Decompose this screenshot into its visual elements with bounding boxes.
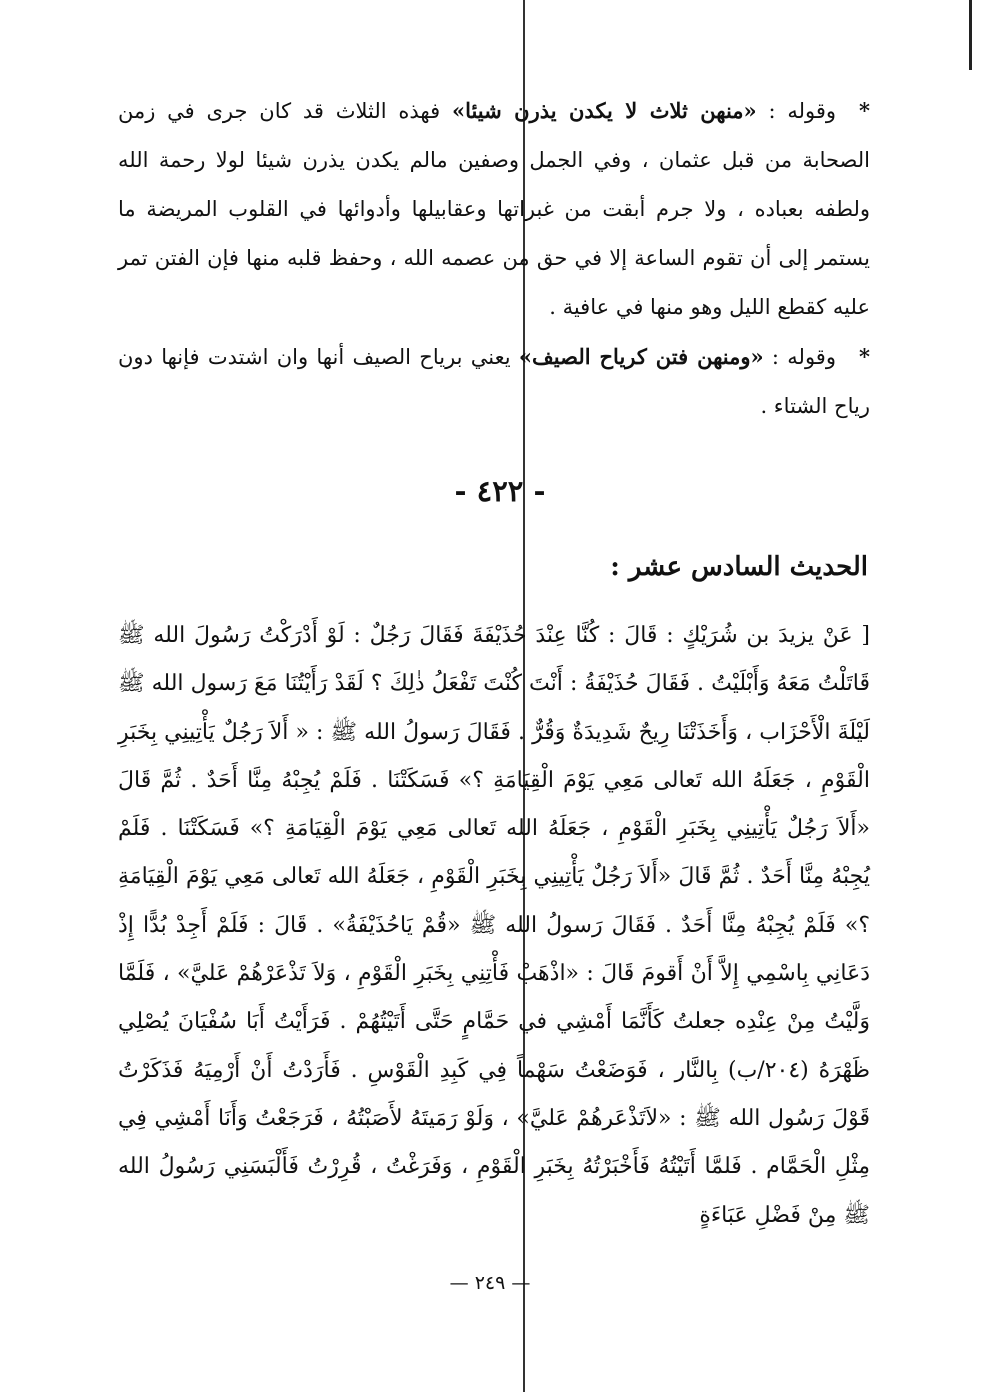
hadith-body: [ عَنْ يزيدَ بن شُرَيْكٍ : قَالَ : كُنَّا عِنْدَ حُذَيْفَةَ فَقَالَ رَجُلٌ : لَوْ أَدْرَكْتُ رَسُولَ الله ﷺ قَاتَلْتُ مَعَهُ وَأَبْلَيْتُ . فَقَالَ حُذَيْفَةُ : أَنْتَ كُنْتَ تَفْعَلُ ذٰلِكَ ؟ لَقَدْ رَأَيْتُنَا مَعَ رَسول الله ﷺ لَيْلَةَ الْأَحْزَاب ، وَأَخَذَتْنَا رِيحٌ شَدِيدَةٌ وَقُرٌّ . فَقَالَ رَسولُ الله ﷺ : « أَلاَ رَجُلٌ يَأْتِينِي بِخَبَرِ الْقَوْمِ ، جَعَلَهُ الله تَعالى مَعِي يَوْمَ الْقِيَامَةِ ؟» فَسَكَتْنَا . فَلَمْ يُجِبْهُ مِنَّا أَحَدٌ . ثُمَّ قَالَ «أَلاَ رَجُلٌ يَأْتِينِي بِخَبَرِ الْقَوْمِ ، جَعَلَهُ الله تَعالى مَعِي يَوْمَ الْقِيَامَةِ ؟» فَسَكَتْنَا . فَلَمْ يُجِبْهُ مِنَّا أَحَدٌ . ثُمَّ قَالَ «أَلاَ رَجُلٌ يَأْتِينِي بِخَبَرِ الْقَوْمِ ، جَعَلَهُ الله تَعالى مَعِي يَوْمَ الْقِيَامَةِ ؟» فَلَمْ يُجِبْهُ مِنَّا أَحَدٌ . فَقَالَ رَسولُ الله ﷺ «قُمْ يَاحُذَيْفَةُ» . قَالَ : فَلَمْ أَجِدْ بُدًّا إِذْ دَعَانِي بِاسْمِي إِلاَّ أَنْ أَقومَ قَالَ : «اذْهَبْ فَأْتِنِي بِخَبَرِ الْقَوْمِ ، وَلاَ تَذْعَرْهُمْ عَليَّ» ، فَلَمَّا وَلَّيْتُ مِنْ عِنْدِه جعلتُ كَأَنَّمَا أَمْشِي في حَمَّامٍ حَتَّى أَتَيْتُهُمْ . فَرَأَيْتُ أَبَا سُفْيَانَ يُصْلِي ظَهْرَهُ (٢٠٤/ب) بِالنَّار ، فَوَضَعْتُ سَهْماً فِي كَبِدِ الْقَوْسِ . فَأَرَدْتُ أَنْ أَرْمِيَهُ فَذَكَرْتُ قَوْلَ رَسُول الله ﷺ : «لاَتَذْعَرهُمْ عَليَّ» ، وَلَوْ رَمَيتَهُ لأَصَبْتُهُ ، فَرَجَعْتُ وَأَنَا أَمْشِي فِي مِثْلِ الْحَمَّام . فَلمَّا أَتَيْتُهُ فَأَخْبَرْتُهُ بِخَبَرِ الْقَوْمِ ، وَفَرَغْتُ ، قُرِرْتُ فَأَلْبَسَنِي رَسُولُ الله ﷺ مِنْ فَضْلِ عَبَاءَةٍ bbox=[118, 623, 870, 1228]
page-number: — ٢٤٩ — bbox=[449, 1272, 531, 1294]
commentary-note-1 bbox=[118, 86, 870, 332]
note-text: فهذه الثلاث قد كان جرى في زمن الصحابة من قبل عثمان ، وفي الجمل وصفين مالم يكدن يذرن شيئا لولا رحمة الله ولطفه بعباده ، ولا جرم أبقت من غبراتها وعقابيلها وأدوائها في القلوب المريضة ما يستمر إلى أن تقوم الساعة إلا في حق من عصمه الله ، وحفظ قلبه منها فإن الفتن تمر عليه كقطع الليل وهو منها في عافية . bbox=[118, 99, 870, 319]
note-text: يعني برياح الصيف أنها وان اشتدت فإنها دون رياح الشتاء . bbox=[118, 345, 870, 418]
note-quote: «ومنهن فتن كرياح الصيف» bbox=[518, 344, 764, 369]
scan-edge-mark bbox=[969, 0, 972, 70]
note-lead: وقوله : bbox=[771, 345, 836, 369]
note-lead: وقوله : bbox=[768, 99, 836, 123]
hadith-number: - ٤٢٢ - bbox=[454, 474, 546, 508]
asterisk-bullet-icon: * bbox=[859, 98, 870, 123]
note-quote: «منهن ثلاث لا يكدن يذرن شيئا» bbox=[451, 98, 757, 123]
asterisk-bullet-icon: * bbox=[859, 344, 870, 369]
commentary-note-2 bbox=[118, 332, 870, 431]
section-title: الحديث السادس عشر : bbox=[610, 552, 868, 582]
